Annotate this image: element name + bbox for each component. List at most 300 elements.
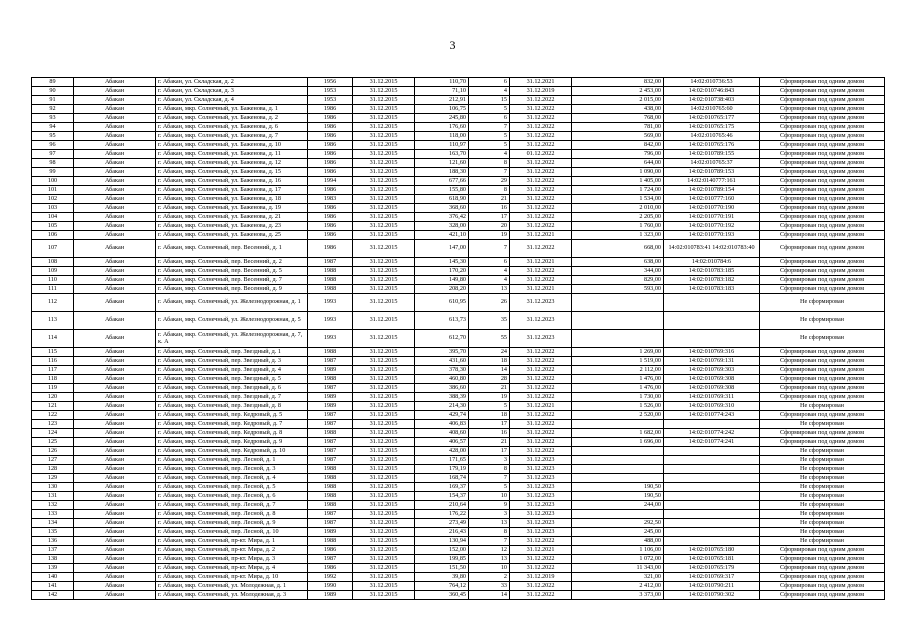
cadastral-number-cell: 14:02:010770:190 — [664, 204, 760, 213]
address-cell: г. Абакан, мкр. Солнечный, пер. Лесной, д. 5 — [156, 483, 308, 492]
date-cell: 31.12.2015 — [353, 420, 415, 429]
status-cell: Сформирован под одним домом — [760, 159, 885, 168]
date-cell: 31.12.2015 — [353, 150, 415, 159]
status-cell: Не сформирован — [760, 519, 885, 528]
year-cell: 1986 — [308, 231, 353, 240]
year-cell: 1953 — [308, 87, 353, 96]
area-cell: 176,22 — [415, 510, 469, 519]
area-cell: 273,49 — [415, 519, 469, 528]
locality-cell: Абакан — [74, 276, 156, 285]
address-cell: г. Абакан, мкр. Солнечный, ул. Баженова, д. 25 — [156, 231, 308, 240]
year-cell: 1988 — [308, 474, 353, 483]
locality-cell: Абакан — [74, 591, 156, 600]
count-cell: 4 — [469, 87, 510, 96]
cadastral-number-cell — [664, 447, 760, 456]
year-cell: 1989 — [308, 591, 353, 600]
status-cell: Не сформирован — [760, 474, 885, 483]
locality-cell: Абакан — [74, 546, 156, 555]
status-cell: Не сформирован — [760, 483, 885, 492]
year-cell: 1987 — [308, 555, 353, 564]
row-number-cell: 111 — [32, 285, 74, 294]
year-cell: 1988 — [308, 483, 353, 492]
status-cell: Сформирован под одним домом — [760, 348, 885, 357]
address-cell: г. Абакан, мкр. Солнечный, ул. Баженова, д. 17 — [156, 186, 308, 195]
status-cell: Сформирован под одним домом — [760, 150, 885, 159]
amount-cell — [572, 465, 664, 474]
table-row — [32, 501, 885, 510]
area-cell: 612,70 — [415, 330, 469, 348]
year-cell: 1986 — [308, 123, 353, 132]
date-cell: 31.12.2015 — [353, 213, 415, 222]
row-number-cell: 116 — [32, 357, 74, 366]
year-cell: 1988 — [308, 285, 353, 294]
address-cell: г. Абакан, мкр. Солнечный, пер. Кедровый, д. 7 — [156, 420, 308, 429]
year-cell: 1988 — [308, 492, 353, 501]
cadastral-number-cell — [664, 420, 760, 429]
area-cell: 214,30 — [415, 402, 469, 411]
year-cell: 1986 — [308, 204, 353, 213]
date-cell: 31.12.2015 — [353, 159, 415, 168]
year-cell: 1986 — [308, 240, 353, 258]
row-number-cell: 107 — [32, 240, 74, 258]
status-cell: Не сформирован — [760, 537, 885, 546]
count-cell: 4 — [469, 150, 510, 159]
count-cell: 8 — [469, 186, 510, 195]
deadline-cell: 31.12.2022 — [510, 204, 572, 213]
deadline-cell: 31.12.2022 — [510, 267, 572, 276]
area-cell: 378,30 — [415, 366, 469, 375]
area-cell: 610,95 — [415, 294, 469, 312]
status-cell: Сформирован под одним домом — [760, 582, 885, 591]
area-cell: 152,00 — [415, 546, 469, 555]
count-cell: 26 — [469, 294, 510, 312]
amount-cell: 292,50 — [572, 519, 664, 528]
status-cell: Сформирован под одним домом — [760, 195, 885, 204]
year-cell: 1986 — [308, 105, 353, 114]
year-cell: 1986 — [308, 168, 353, 177]
address-cell: г. Абакан, мкр. Солнечный, пер. Кедровый, д. 8 — [156, 429, 308, 438]
deadline-cell: 31.12.2022 — [510, 123, 572, 132]
table-row — [32, 330, 885, 348]
table-row — [32, 465, 885, 474]
row-number-cell: 106 — [32, 231, 74, 240]
count-cell: 55 — [469, 330, 510, 348]
table-row — [32, 123, 885, 132]
count-cell: 14 — [469, 591, 510, 600]
address-cell: г. Абакан, мкр. Солнечный, пер. Весенний, д. 5 — [156, 267, 308, 276]
address-cell: г. Абакан, мкр. Солнечный, пр-кт. Мира, д. 3 — [156, 555, 308, 564]
cadastral-number-cell: 14:02:0140777:161 — [664, 177, 760, 186]
area-cell: 328,00 — [415, 222, 469, 231]
year-cell: 1986 — [308, 159, 353, 168]
status-cell: Сформирован под одним домом — [760, 105, 885, 114]
address-cell: г. Абакан, мкр. Солнечный, ул. Баженова, д. 12 — [156, 159, 308, 168]
row-number-cell: 130 — [32, 483, 74, 492]
count-cell: 18 — [469, 357, 510, 366]
date-cell: 31.12.2015 — [353, 456, 415, 465]
date-cell: 31.12.2015 — [353, 348, 415, 357]
count-cell: 13 — [469, 555, 510, 564]
amount-cell: 638,00 — [572, 258, 664, 267]
row-number-cell: 94 — [32, 123, 74, 132]
row-number-cell: 100 — [32, 177, 74, 186]
status-cell: Сформирован под одним домом — [760, 555, 885, 564]
count-cell: 19 — [469, 231, 510, 240]
row-number-cell: 95 — [32, 132, 74, 141]
area-cell: 39,80 — [415, 573, 469, 582]
locality-cell: Абакан — [74, 105, 156, 114]
row-number-cell: 103 — [32, 204, 74, 213]
locality-cell: Абакан — [74, 312, 156, 330]
count-cell: 8 — [469, 528, 510, 537]
area-cell: 216,43 — [415, 528, 469, 537]
cadastral-number-cell: 14:02:010769:317 — [664, 573, 760, 582]
deadline-cell: 31.12.2023 — [510, 474, 572, 483]
year-cell: 1956 — [308, 78, 353, 87]
area-cell: 386,60 — [415, 384, 469, 393]
date-cell: 31.12.2015 — [353, 546, 415, 555]
deadline-cell: 31.12.2023 — [510, 294, 572, 312]
address-cell: г. Абакан, мкр. Солнечный, пр-кт. Мира, д. 4 — [156, 564, 308, 573]
amount-cell: 2 112,00 — [572, 366, 664, 375]
year-cell: 1988 — [308, 267, 353, 276]
count-cell: 15 — [469, 96, 510, 105]
row-number-cell: 114 — [32, 330, 74, 348]
area-cell: 188,30 — [415, 168, 469, 177]
year-cell: 1988 — [308, 429, 353, 438]
address-cell: г. Абакан, мкр. Солнечный, пер. Лесной, д. 10 — [156, 528, 308, 537]
status-cell: Сформирован под одним домом — [760, 114, 885, 123]
amount-cell: 1 476,00 — [572, 375, 664, 384]
year-cell: 1986 — [308, 114, 353, 123]
count-cell: 35 — [469, 312, 510, 330]
date-cell: 31.12.2015 — [353, 177, 415, 186]
deadline-cell: 31.12.2023 — [510, 330, 572, 348]
cadastral-number-cell: 14:02:010783:41 14:02:010783:40 — [664, 240, 760, 258]
deadline-cell: 31.12.2022 — [510, 96, 572, 105]
cadastral-number-cell — [664, 510, 760, 519]
table-row — [32, 582, 885, 591]
date-cell: 31.12.2015 — [353, 564, 415, 573]
date-cell: 31.12.2015 — [353, 438, 415, 447]
locality-cell: Абакан — [74, 186, 156, 195]
table-row — [32, 420, 885, 429]
row-number-cell: 92 — [32, 105, 74, 114]
table-row — [32, 78, 885, 87]
status-cell: Не сформирован — [760, 528, 885, 537]
locality-cell: Абакан — [74, 474, 156, 483]
amount-cell: 832,00 — [572, 78, 664, 87]
status-cell: Сформирован под одним домом — [760, 438, 885, 447]
row-number-cell: 110 — [32, 276, 74, 285]
area-cell: 431,60 — [415, 357, 469, 366]
date-cell: 31.12.2015 — [353, 258, 415, 267]
cadastral-number-cell: 14:02:010769:310 — [664, 402, 760, 411]
area-cell: 613,73 — [415, 312, 469, 330]
area-cell: 406,83 — [415, 420, 469, 429]
amount-cell — [572, 330, 664, 348]
count-cell: 6 — [469, 258, 510, 267]
locality-cell: Абакан — [74, 141, 156, 150]
count-cell: 33 — [469, 582, 510, 591]
status-cell: Не сформирован — [760, 510, 885, 519]
area-cell: 163,70 — [415, 150, 469, 159]
date-cell: 31.12.2015 — [353, 465, 415, 474]
status-cell: Не сформирован — [760, 456, 885, 465]
cadastral-number-cell — [664, 330, 760, 348]
date-cell: 31.12.2015 — [353, 123, 415, 132]
count-cell: 16 — [469, 204, 510, 213]
address-cell: г. Абакан, мкр. Солнечный, пер. Весенний, д. 1 — [156, 240, 308, 258]
address-cell: г. Абакан, мкр. Солнечный, ул. Баженова, д. 23 — [156, 222, 308, 231]
locality-cell: Абакан — [74, 510, 156, 519]
status-cell: Сформирован под одним домом — [760, 78, 885, 87]
status-cell: Сформирован под одним домом — [760, 375, 885, 384]
table-row — [32, 312, 885, 330]
locality-cell: Абакан — [74, 240, 156, 258]
deadline-cell: 31.12.2022 — [510, 168, 572, 177]
date-cell: 31.12.2015 — [353, 132, 415, 141]
address-cell: г. Абакан, мкр. Солнечный, пер. Лесной, д. 9 — [156, 519, 308, 528]
area-cell: 154,37 — [415, 492, 469, 501]
cadastral-number-cell: 14:02:010736:53 — [664, 78, 760, 87]
count-cell: 13 — [469, 285, 510, 294]
date-cell: 31.12.2015 — [353, 357, 415, 366]
year-cell: 1993 — [308, 312, 353, 330]
deadline-cell: 31.12.2023 — [510, 501, 572, 510]
address-cell: г. Абакан, мкр. Солнечный, пер. Звездный, д. 6 — [156, 384, 308, 393]
amount-cell: 1 526,00 — [572, 402, 664, 411]
count-cell: 16 — [469, 429, 510, 438]
area-cell: 118,00 — [415, 132, 469, 141]
locality-cell: Абакан — [74, 357, 156, 366]
address-cell: г. Абакан, мкр. Солнечный, ул. Баженова, д. 11 — [156, 150, 308, 159]
status-cell: Сформирован под одним домом — [760, 267, 885, 276]
amount-cell: 11 343,00 — [572, 564, 664, 573]
cadastral-number-cell — [664, 483, 760, 492]
year-cell: 1989 — [308, 393, 353, 402]
deadline-cell: 31.12.2023 — [510, 492, 572, 501]
table-row — [32, 384, 885, 393]
deadline-cell: 31.12.2023 — [510, 312, 572, 330]
status-cell: Не сформирован — [760, 447, 885, 456]
count-cell: 5 — [469, 141, 510, 150]
row-number-cell: 98 — [32, 159, 74, 168]
count-cell: 8 — [469, 159, 510, 168]
status-cell: Сформирован под одним домом — [760, 132, 885, 141]
table-row — [32, 168, 885, 177]
deadline-cell: 31.12.2022 — [510, 420, 572, 429]
row-number-cell: 93 — [32, 114, 74, 123]
locality-cell: Абакан — [74, 501, 156, 510]
deadline-cell: 31.12.2022 — [510, 141, 572, 150]
table-row — [32, 357, 885, 366]
address-cell: г. Абакан, мкр. Солнечный, ул. Железнодорожная, д. 7, к. А — [156, 330, 308, 348]
area-cell: 388,39 — [415, 393, 469, 402]
locality-cell: Абакан — [74, 231, 156, 240]
table-row — [32, 393, 885, 402]
address-cell: г. Абакан, мкр. Солнечный, ул. Баженова, д. 18 — [156, 195, 308, 204]
locality-cell: Абакан — [74, 483, 156, 492]
address-cell: г. Абакан, мкр. Солнечный, пер. Весенний, д. 9 — [156, 285, 308, 294]
count-cell: 10 — [469, 492, 510, 501]
table-row — [32, 231, 885, 240]
amount-cell: 796,00 — [572, 150, 664, 159]
count-cell: 8 — [469, 465, 510, 474]
cadastral-number-cell — [664, 537, 760, 546]
amount-cell: 2 412,00 — [572, 582, 664, 591]
cadastral-number-cell: 14:02:010769:303 — [664, 366, 760, 375]
address-cell: г. Абакан, мкр. Солнечный, ул. Молодежная, д. 1 — [156, 582, 308, 591]
deadline-cell: 31.12.2022 — [510, 429, 572, 438]
amount-cell: 1 696,00 — [572, 438, 664, 447]
status-cell: Сформирован под одним домом — [760, 276, 885, 285]
amount-cell: 244,00 — [572, 501, 664, 510]
deadline-cell: 31.12.2021 — [510, 402, 572, 411]
cadastral-number-cell: 14:02:010765:176 — [664, 141, 760, 150]
year-cell: 1987 — [308, 456, 353, 465]
status-cell: Сформирован под одним домом — [760, 258, 885, 267]
row-number-cell: 112 — [32, 294, 74, 312]
locality-cell: Абакан — [74, 366, 156, 375]
area-cell: 151,50 — [415, 564, 469, 573]
table-row — [32, 474, 885, 483]
count-cell: 14 — [469, 366, 510, 375]
table-row — [32, 573, 885, 582]
status-cell: Сформирован под одним домом — [760, 177, 885, 186]
cadastral-number-cell: 14:02:010790:211 — [664, 582, 760, 591]
row-number-cell: 105 — [32, 222, 74, 231]
status-cell: Сформирован под одним домом — [760, 384, 885, 393]
status-cell: Сформирован под одним домом — [760, 429, 885, 438]
cadastral-number-cell: 14:02:010765:46 — [664, 132, 760, 141]
year-cell: 1986 — [308, 222, 353, 231]
deadline-cell: 31.12.2023 — [510, 510, 572, 519]
row-number-cell: 133 — [32, 510, 74, 519]
row-number-cell: 119 — [32, 384, 74, 393]
amount-cell: 2 205,00 — [572, 213, 664, 222]
date-cell: 31.12.2015 — [353, 87, 415, 96]
table-row — [32, 204, 885, 213]
date-cell: 31.12.2015 — [353, 501, 415, 510]
status-cell: Сформирован под одним домом — [760, 222, 885, 231]
cadastral-number-cell: 14:02:010765:60 — [664, 105, 760, 114]
date-cell: 31.12.2015 — [353, 510, 415, 519]
year-cell: 1988 — [308, 501, 353, 510]
row-number-cell: 104 — [32, 213, 74, 222]
row-number-cell: 138 — [32, 555, 74, 564]
row-number-cell: 101 — [32, 186, 74, 195]
row-number-cell: 136 — [32, 537, 74, 546]
deadline-cell: 31.12.2023 — [510, 528, 572, 537]
count-cell: 6 — [469, 114, 510, 123]
count-cell: 7 — [469, 240, 510, 258]
locality-cell: Абакан — [74, 96, 156, 105]
cadastral-number-cell: 14:02:010769:131 — [664, 357, 760, 366]
table-row — [32, 114, 885, 123]
row-number-cell: 142 — [32, 591, 74, 600]
date-cell: 31.12.2015 — [353, 168, 415, 177]
table-row — [32, 528, 885, 537]
area-cell: 71,10 — [415, 87, 469, 96]
locality-cell: Абакан — [74, 402, 156, 411]
year-cell: 1987 — [308, 519, 353, 528]
status-cell: Сформирован под одним домом — [760, 213, 885, 222]
locality-cell: Абакан — [74, 114, 156, 123]
registry-table — [31, 77, 885, 600]
amount-cell: 781,00 — [572, 123, 664, 132]
year-cell: 1987 — [308, 384, 353, 393]
amount-cell: 190,50 — [572, 483, 664, 492]
address-cell: г. Абакан, мкр. Солнечный, ул. Баженова, д. 6 — [156, 123, 308, 132]
amount-cell: 488,00 — [572, 537, 664, 546]
year-cell: 1987 — [308, 447, 353, 456]
year-cell: 1986 — [308, 132, 353, 141]
status-cell: Сформирован под одним домом — [760, 123, 885, 132]
cadastral-number-cell: 14:02:010765:179 — [664, 564, 760, 573]
address-cell: г. Абакан, мкр. Солнечный, ул. Баженова, д. 7 — [156, 132, 308, 141]
area-cell: 130,94 — [415, 537, 469, 546]
date-cell: 31.12.2015 — [353, 222, 415, 231]
amount-cell: 768,00 — [572, 114, 664, 123]
table-row — [32, 429, 885, 438]
table-row — [32, 456, 885, 465]
cadastral-number-cell: 14:02:010769:308 — [664, 384, 760, 393]
amount-cell: 644,00 — [572, 159, 664, 168]
area-cell: 169,37 — [415, 483, 469, 492]
row-number-cell: 129 — [32, 474, 74, 483]
deadline-cell: 31.12.2021 — [510, 258, 572, 267]
deadline-cell: 31.12.2022 — [510, 195, 572, 204]
address-cell: г. Абакан, мкр. Солнечный, пер. Весенний, д. 2 — [156, 258, 308, 267]
amount-cell: 1 760,00 — [572, 222, 664, 231]
date-cell: 31.12.2015 — [353, 411, 415, 420]
amount-cell: 569,00 — [572, 132, 664, 141]
table-row — [32, 150, 885, 159]
table-row — [32, 483, 885, 492]
locality-cell: Абакан — [74, 177, 156, 186]
address-cell: г. Абакан, мкр. Солнечный, ул. Баженова, д. 10 — [156, 141, 308, 150]
status-cell: Не сформирован — [760, 501, 885, 510]
row-number-cell: 108 — [32, 258, 74, 267]
amount-cell: 1 724,00 — [572, 186, 664, 195]
locality-cell: Абакан — [74, 294, 156, 312]
table-row — [32, 276, 885, 285]
deadline-cell: 31.12.2022 — [510, 555, 572, 564]
locality-cell: Абакан — [74, 204, 156, 213]
count-cell: 4 — [469, 267, 510, 276]
table-row — [32, 348, 885, 357]
locality-cell: Абакан — [74, 159, 156, 168]
date-cell: 31.12.2015 — [353, 555, 415, 564]
table-row — [32, 366, 885, 375]
deadline-cell: 31.12.2022 — [510, 114, 572, 123]
status-cell: Не сформирован — [760, 330, 885, 348]
table-row — [32, 510, 885, 519]
cadastral-number-cell: 14:02:010789:154 — [664, 186, 760, 195]
row-number-cell: 117 — [32, 366, 74, 375]
cadastral-number-cell — [664, 492, 760, 501]
count-cell: 7 — [469, 123, 510, 132]
table-row — [32, 546, 885, 555]
date-cell: 31.12.2015 — [353, 483, 415, 492]
table-row — [32, 591, 885, 600]
status-cell: Сформирован под одним домом — [760, 591, 885, 600]
count-cell: 12 — [469, 546, 510, 555]
locality-cell: Абакан — [74, 573, 156, 582]
count-cell: 2 — [469, 573, 510, 582]
row-number-cell: 140 — [32, 573, 74, 582]
